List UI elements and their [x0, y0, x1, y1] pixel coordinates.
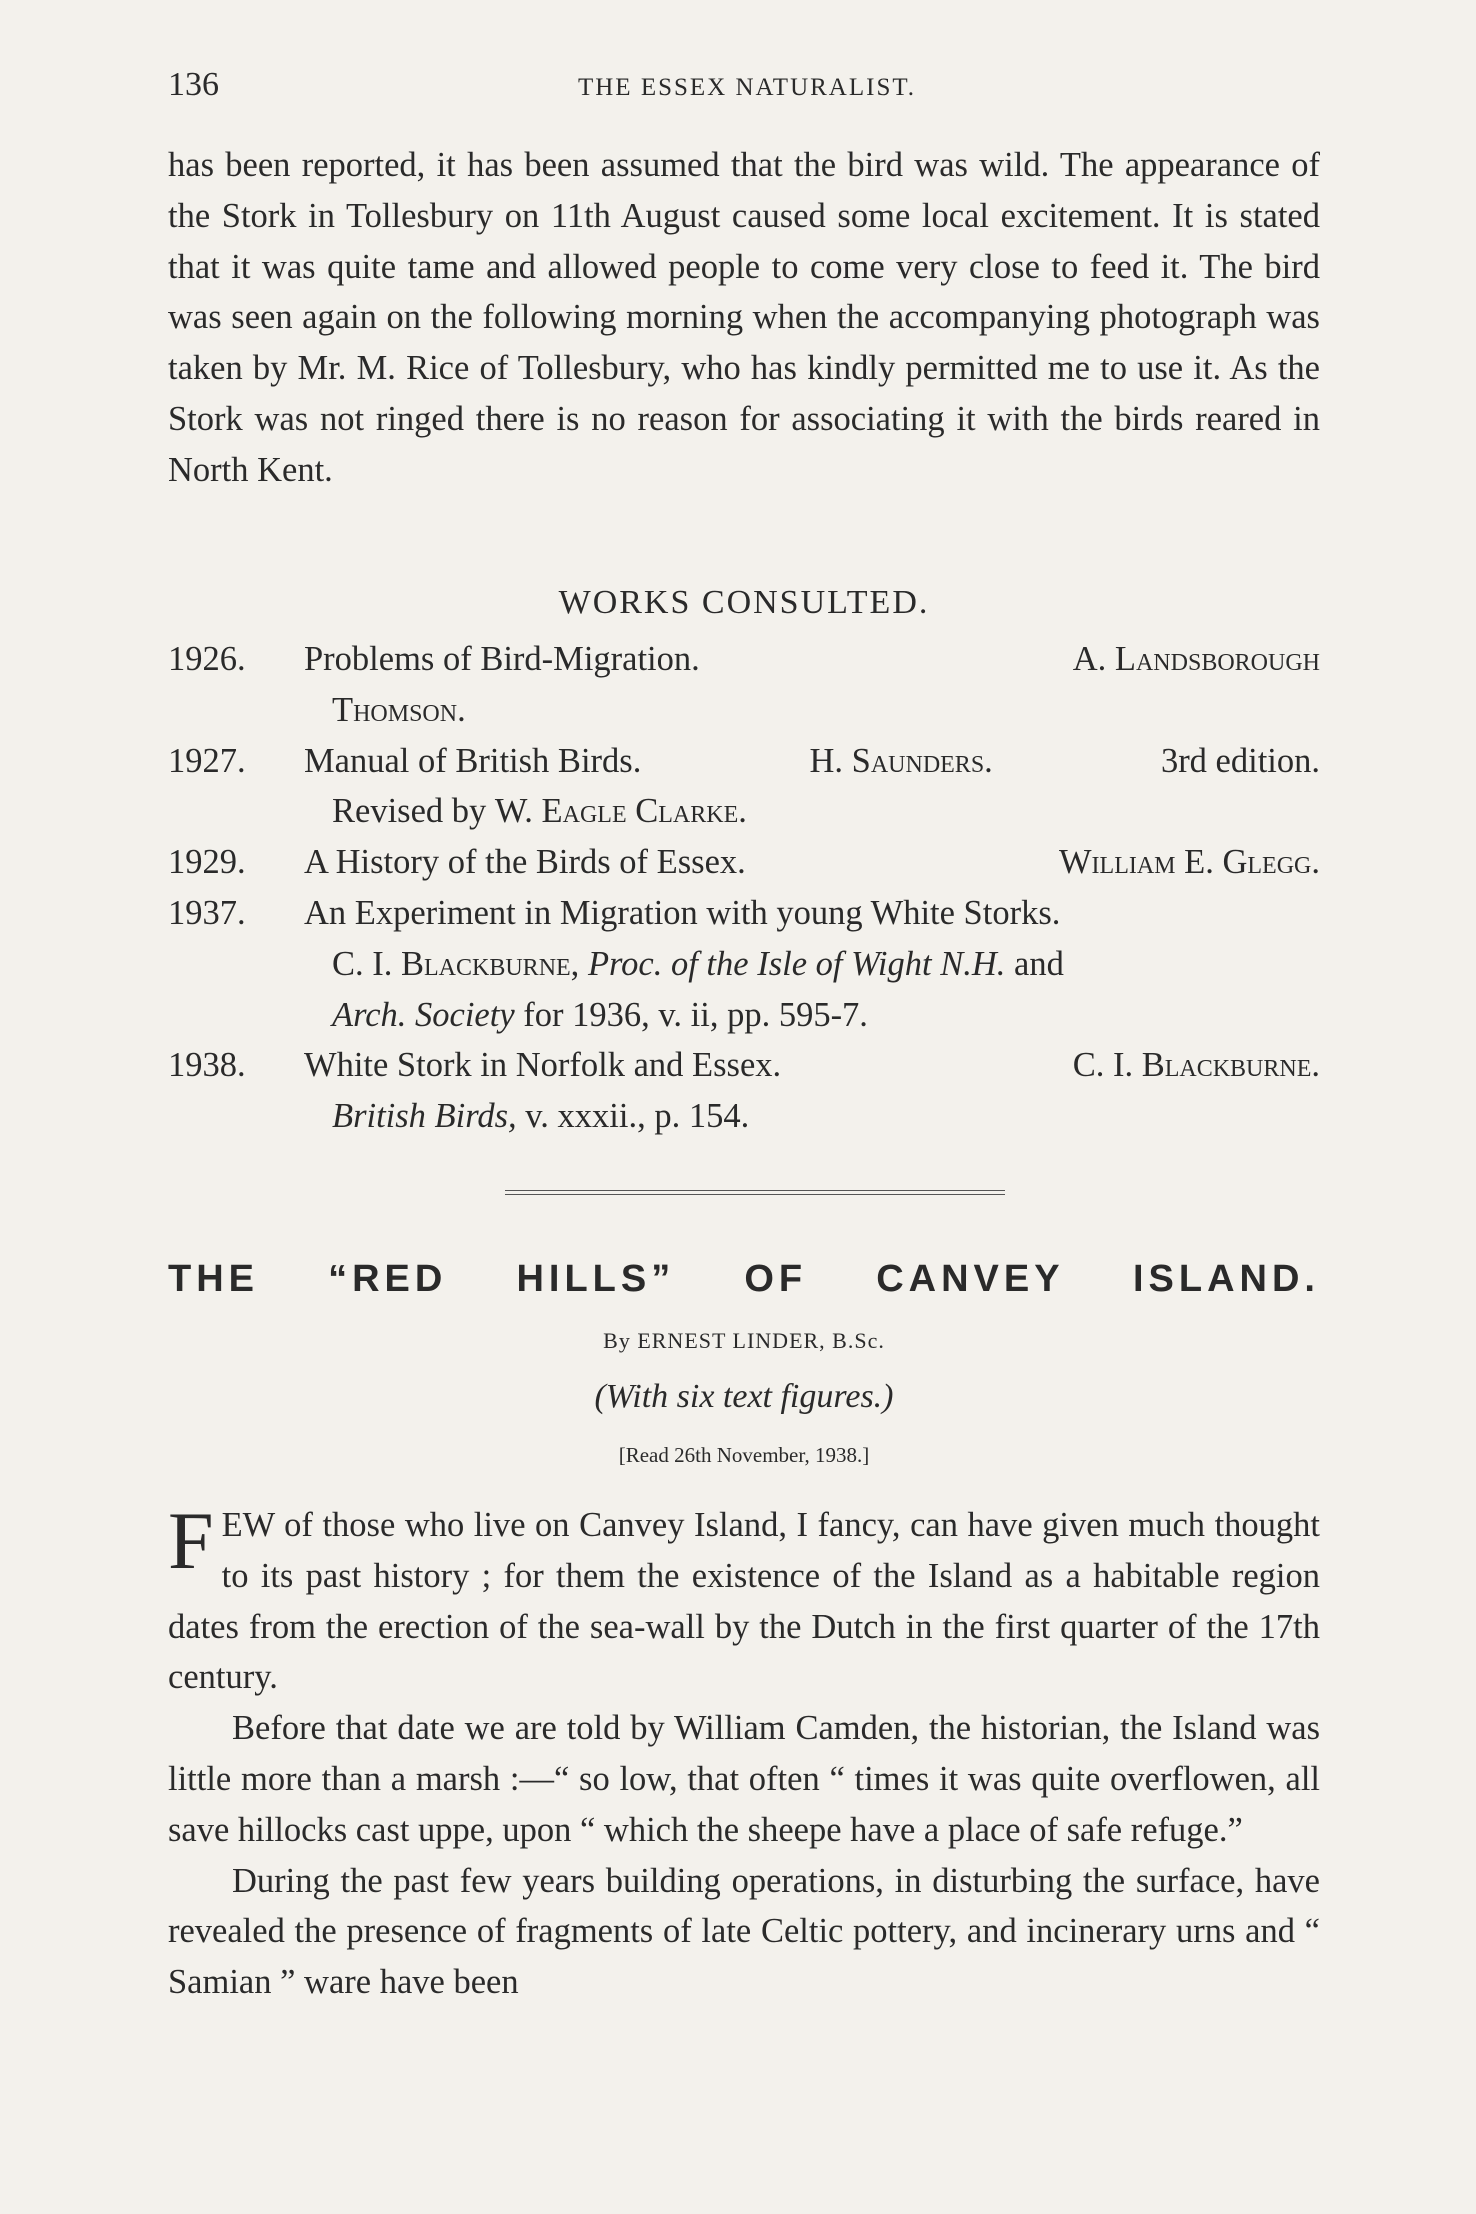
work-source-continued	[304, 990, 1320, 1041]
work-citation: for 1936, v. ii, pp. 595-7.	[523, 995, 868, 1034]
section-divider	[505, 1190, 1005, 1198]
work-reviser: W. Eagle Clarke.	[494, 792, 747, 831]
article-byline: By ERNEST LINDER, B.Sc.	[603, 1328, 885, 1353]
work-title: A History of the Birds of Essex.	[304, 843, 746, 882]
work-and: and	[1014, 944, 1064, 983]
works-consulted-list	[168, 634, 1320, 1142]
work-source	[304, 1091, 1320, 1142]
work-line	[304, 634, 1320, 685]
work-revision	[304, 786, 1320, 837]
work-item-1927	[168, 736, 1320, 838]
article-body	[168, 1495, 1320, 2008]
work-citation: v. xxxii., p. 154.	[525, 1097, 750, 1136]
page-number: 136	[168, 66, 219, 103]
work-line	[304, 736, 1320, 787]
article-paragraph-1	[168, 1495, 1320, 1703]
work-source	[304, 939, 1320, 990]
intro-paragraph-text: has been reported, it has been assumed that the bird was wild. The appearance of the Stork in Tollesbury on 11th August caused some local excitement. It is stated that it was quite tame and allowed people to come very close to feed it. The bird was seen again on the following morning when the accompanying photograph was taken by Mr. M. Rice of Tollesbury, who has kindly permitted me to use it. As the Stork was not ringed there is no reason for associating it with the birds reared in North Kent.	[168, 146, 1320, 489]
drop-cap: F	[168, 1495, 214, 1586]
work-journal: Proc. of the Isle of Wight N.H.	[587, 944, 1006, 983]
article-title: THE “RED HILLS” OF CANVEY ISLAND.	[168, 1258, 1320, 1300]
work-line	[304, 837, 1320, 888]
work-author: H. Saunders.	[809, 741, 993, 780]
work-journal-continued: Arch. Society	[332, 995, 515, 1034]
work-author: A. Landsborough	[1072, 640, 1320, 678]
work-item-1926	[168, 634, 1320, 736]
intro-paragraph	[168, 140, 1320, 496]
work-author-continued: Thomson.	[332, 690, 466, 729]
work-year: 1937.	[168, 893, 246, 932]
article-paragraph-3: During the past few years building operations, in disturbing the surface, have revealed the presence of fragments of late Celtic pottery, and incinerary urns and “ Samian ” ware have been	[168, 1861, 1320, 2002]
work-title: White Stork in Norfolk and Essex.	[304, 1046, 782, 1085]
work-year: 1926.	[168, 640, 246, 678]
running-title: THE ESSEX NATURALIST.	[577, 74, 917, 101]
work-item-1938	[168, 1040, 1320, 1142]
work-author: C. I. Blackburne,	[332, 944, 580, 983]
work-item-1929	[168, 837, 1320, 888]
article-paragraph-2: Before that date we are told by William Camden, the historian, the Island was little more than a marsh :—“ so low, that often “ times it was quite overflowen, all save hillocks cast uppe, upon “ which the sheepe have a place of safe refuge.”	[168, 1709, 1320, 1849]
work-revised-by: Revised by	[332, 792, 487, 831]
work-year: 1938.	[168, 1046, 246, 1085]
work-author: C. I. Blackburne.	[1072, 1046, 1320, 1085]
work-line	[304, 1040, 1320, 1091]
running-head	[168, 66, 1326, 110]
work-edition: 3rd edition.	[1160, 741, 1320, 780]
figures-note: (With six text figures.)	[594, 1378, 894, 1415]
article-paragraph-1-text: EW of those who live on Canvey Island, I fancy, can have given much thought to its past history ; for them the existence of the Island as a habitable region dates from the erection of the sea-wall by the Dutch in the first quarter of the 17th century.	[168, 1506, 1320, 1697]
work-journal: British Birds,	[332, 1097, 517, 1136]
work-title: An Experiment in Migration with young White Storks.	[304, 893, 1061, 932]
work-author: William E. Glegg.	[1058, 843, 1320, 882]
work-item-1937	[168, 888, 1320, 1040]
read-date: [Read 26th November, 1938.]	[618, 1443, 870, 1467]
work-title: Manual of British Birds.	[304, 741, 642, 780]
works-consulted-heading: WORKS CONSULTED.	[558, 584, 930, 621]
work-year: 1927.	[168, 741, 246, 780]
work-title: Problems of Bird-Migration.	[304, 640, 700, 678]
work-year: 1929.	[168, 843, 246, 882]
